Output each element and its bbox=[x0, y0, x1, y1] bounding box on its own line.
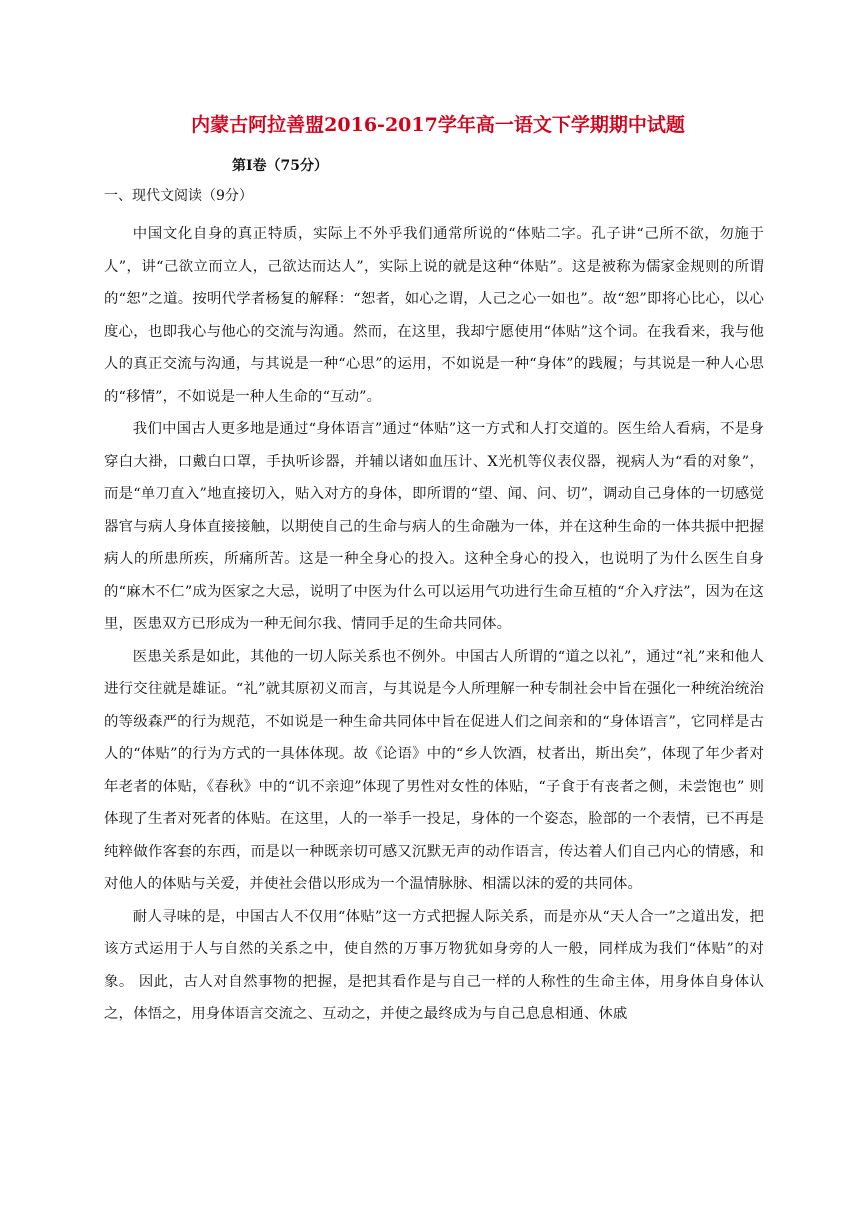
paragraph-4: 耐人寻味的是，中国古人不仅用“体贴”这一方式把握人际关系，而是亦从“天人合一”之道出发，把该方式运用于人与自然的关系之中，使自然的万事万物犹如身旁的人一般，同样成为我们“体贴”的对象。 因此，古人对自然事物的把握，是把其看作是与自己一样的人称性的生命主体，用身体自身体认之，体悟之，用身体语言交流之、互动之，并使之最终成为与自己息息相通、休戚 bbox=[104, 908, 764, 1022]
paragraph-1: 中国文化自身的真正特质，实际上不外乎我们通常所说的“体贴二字。孔子讲“己所不欲，勿施于人”，讲“己欲立而立人，己欲达而达人”，实际上说的就是这种“体贴”。这是被称为儒家金规则的所谓的“恕”之道。按明代学者杨复的解释：“恕者，如心之谓，人己之心一如也”。故“恕”即将心比心，以心度心，也即我心与他心的交流与沟通。然而，在这里，我却宁愿使用“体贴”这个词。在我看来，我与他人的真正交流与沟通，与其说是一种“心思”的运用，不如说是一种“身体”的践履；与其说是一种人心思的“移情”，不如说是一种人生命的“互动”。 bbox=[104, 226, 764, 405]
volume-heading: 第Ⅰ卷（75分） bbox=[232, 158, 329, 174]
article-body bbox=[104, 218, 764, 1031]
section-heading: 一、现代文阅读（9分） bbox=[104, 188, 253, 204]
paragraph-2: 我们中国古人更多地是通过“身体语言”通过“体贴”这一方式和人打交道的。医生给人看病，不是身穿白大褂，口戴白口罩，手执听诊器，并辅以诸如血压计、X光机等仪表仪器，视病人为“看的对象”，而是“单刀直入”地直接切入，贴入对方的身体，即所谓的“望、闻、问、切”，调动自己身体的一切感觉器官与病人身体直接接触，以期使自己的生命与病人的生命融为一体，并在这种生命的一体共振中把握病人的所患所疾，所痛所苦。这是一种全身心的投入。这种全身心的投入，也说明了为什么医生自身的“麻木不仁”成为医家之大忌，说明了中医为什么可以运用气功进行生命互植的“介入疗法”，因为在这里，医患双方已形成为一种无间尔我、情同手足的生命共同体。 bbox=[104, 421, 764, 632]
paragraph-3: 医患关系是如此，其他的一切人际关系也不例外。中国古人所谓的“道之以礼”，通过“礼”来和他人进行交往就是雄证。“礼”就其原初义而言，与其说是今人所理解一种专制社会中旨在强化一种统治统治的等级森严的行为规范，不如说是一种生命共同体中旨在促进人们之间亲和的“身体语言”，它同样是古人的“体贴”的行为方式的一具体体现。故《论语》中的“乡人饮酒，杖者出，斯出矣”，体现了年少者对年老者的体贴，《春秋》中的“讥不亲迎”体现了男性对女性的体贴，“子食于有丧者之侧，未尝饱也” 则体现了生者对死者的体贴。在这里，人的一举手一投足，身体的一个姿态，脸部的一个表情，已不再是纯粹做作客套的东西，而是以一种既亲切可感又沉默无声的动作语言，传达着人们自己内心的情感，和对他人的体贴与关爱，并使社会借以形成为一个温情脉脉、相濡以沫的爱的共同体。 bbox=[104, 648, 764, 892]
document-title: 内蒙古阿拉善盟2016-2017学年高一语文下学期期中试题 bbox=[191, 114, 685, 136]
